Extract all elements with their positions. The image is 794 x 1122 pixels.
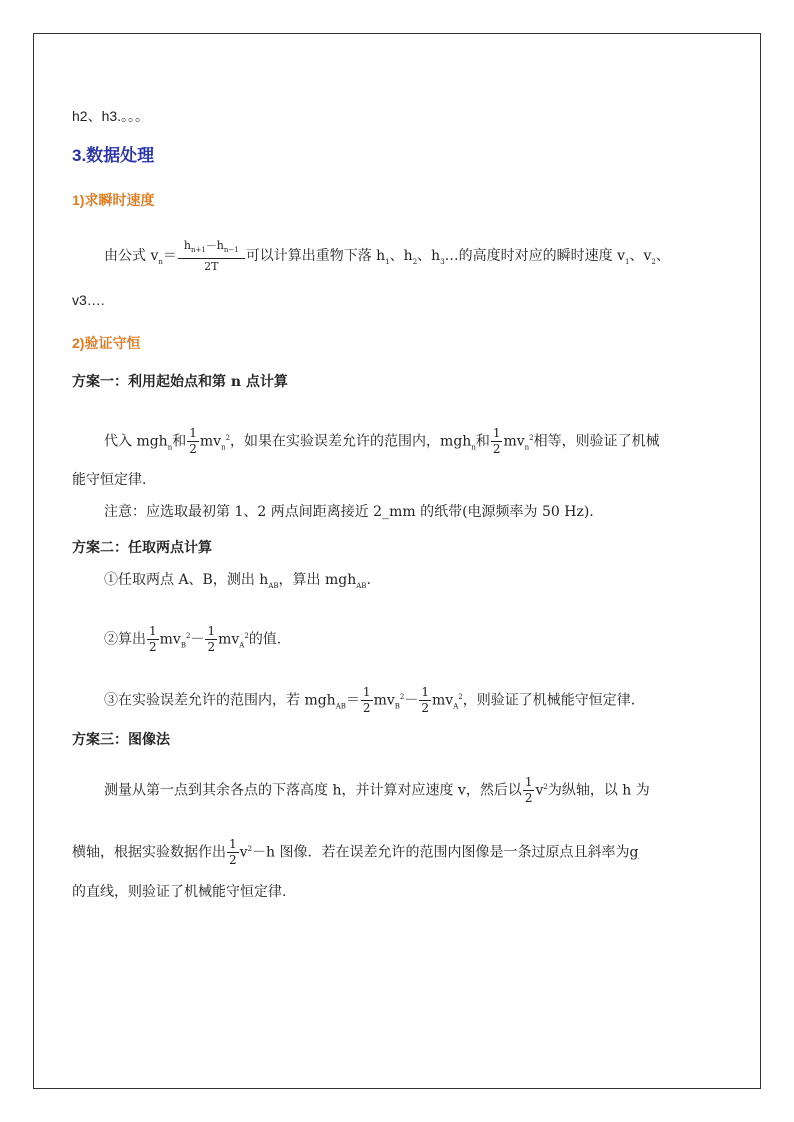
section-heading: 3.数据处理 (72, 146, 155, 165)
text-line: ②算出 $\frac{1}{2}$ $mv_B^2-$ $\frac{1}{2}$ $mv_A^2$的值. (104, 624, 282, 654)
text-line: 测量从第一点到其余各点的下落高度 h，并计算对应速度 v，然后以 $\frac{1}{2}$ $v^2$为纵轴，以 h 为 (104, 775, 650, 805)
text-line: 能守恒定律. (72, 472, 147, 488)
note-line: 注意：应选取最初第 1、2 两点间距离接近 2_mm 的纸带(电源频率为 50 Hz). (104, 504, 594, 520)
scheme-heading: 方案二：任取两点计算 (72, 540, 212, 556)
fraction: $\frac{h_{n+1}-h_{n-1}}{2T}$ (178, 238, 245, 274)
text-line: v3…. (72, 292, 105, 308)
text-line: 代入 mgh$_n$和 $\frac{1}{2}$ $mv_n^2$，如果在实验误差允许的范围内，mgh$_n$和 $\frac{1}{2}$ $mv_n^2$相等，则验证了机械 (104, 426, 660, 456)
scheme-heading: 方案三：图像法 (72, 732, 170, 748)
subsection-heading: 1)求瞬时速度 (72, 192, 155, 208)
text-line: 的直线，则验证了机械能守恒定律. (72, 884, 287, 900)
text-line: ①任取两点 A、B，测出 $h_{AB}$，算出 mgh$_{AB}$. (104, 572, 371, 590)
text-line: 横轴，根据实验数据作出 $\frac{1}{2}$ $v^2-h$ 图像．若在误差允许的范围内图像是一条过原点且斜率为g (72, 837, 639, 867)
text-line: h2、h3.。。。 (72, 108, 150, 124)
numerator: $h_{n+1}-h_{n-1}$ (178, 238, 245, 259)
scheme-heading: 方案一：利用起始点和第 n 点计算 (72, 374, 288, 390)
formula-line: 由公式 $v_n=$ $\frac{h_{n+1}-h_{n-1}}{2T}$ 可以计算出重物下落 $h_1$、$h_2$、$h_3\dots$的高度时对应的瞬时速度 $v_1$、$v_2$、 (104, 239, 670, 274)
text-line: ③在实验误差允许的范围内，若 mgh$_{AB}$＝ $\frac{1}{2}$ $mv_B^2-$ $\frac{1}{2}$ $mv_A^2$，则验证了机械能守恒定律. (104, 685, 636, 715)
subsection-heading: 2)验证守恒 (72, 335, 141, 351)
